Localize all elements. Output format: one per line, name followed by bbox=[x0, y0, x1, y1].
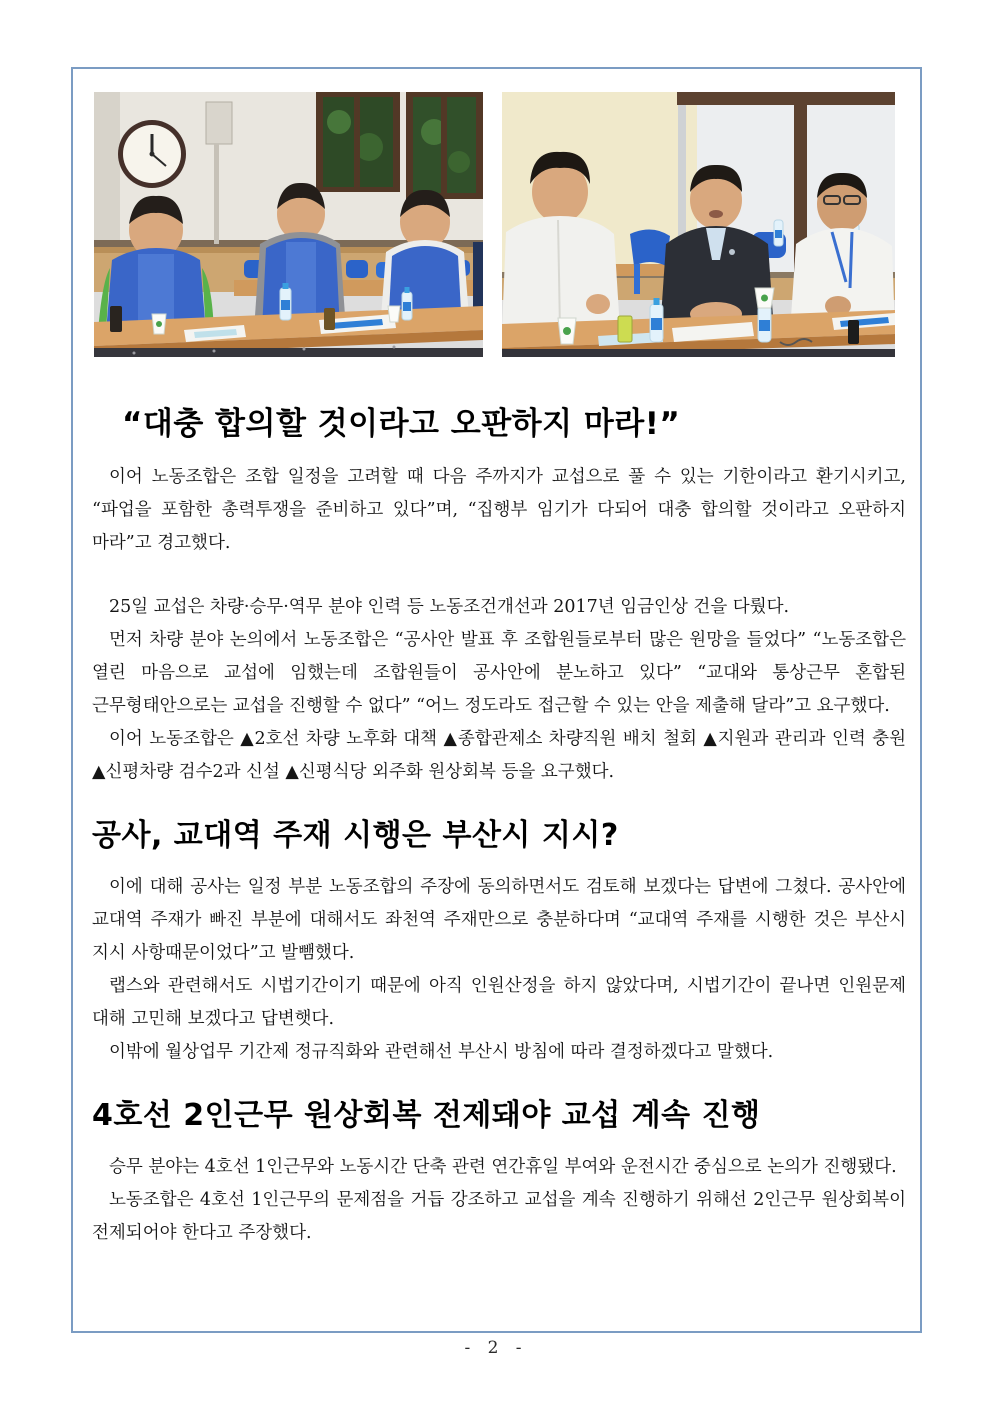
article-heading-3: 4호선 2인근무 원상회복 전제돼야 교섭 계속 진행 bbox=[92, 1098, 761, 1133]
water-bottle-icon bbox=[650, 298, 663, 342]
photo-union-members bbox=[94, 92, 483, 357]
window-icon bbox=[316, 92, 400, 192]
meeting-room-illustration-right bbox=[502, 92, 895, 357]
cup-on-bottle-icon bbox=[755, 288, 774, 342]
page-border-frame bbox=[71, 67, 922, 1333]
clock-icon bbox=[118, 120, 186, 188]
meeting-room-illustration-left bbox=[94, 92, 483, 357]
article-heading-1: “대충 합의할 것이라고 오판하지 마라!” bbox=[122, 406, 681, 442]
article-content bbox=[92, 401, 906, 1250]
paragraph: 이에 대해 공사는 일정 부분 노동조합의 주장에 동의하면서도 검토해 보겠다는 답변에 그쳤다. 공사안에 교대역 주재가 빠진 부분에 대해서도 좌천역 주재만으로 충분하다며 “교대역 주재를 시행한 것은 부산시 지시 사항때문이었다”고 발뺌했다. bbox=[92, 877, 906, 963]
paragraph: 랩스와 관련해서도 시법기간이기 때문에 아직 인원산정을 하지 않았다며, 시법기간이 끝나면 인원문제 대해 고민해 보겠다고 답변햇다. bbox=[92, 976, 906, 1029]
paragraph: 25일 교섭은 차량·승무·역무 분야 인력 등 노동조건개선과 2017년 임금인상 건을 다뤘다. bbox=[109, 597, 790, 617]
paragraph: 승무 분야는 4호선 1인근무와 노동시간 단축 관련 연간휴일 부여와 운전시간 중심으로 논의가 진행됐다. bbox=[109, 1157, 897, 1177]
small-bottle-icon bbox=[848, 320, 859, 344]
paragraph: 이어 노동조합은 ▲2호선 차량 노후화 대책 ▲종합관제소 차량직원 배치 철회 ▲지원과 관리과 인력 충원 ▲신평차량 검수2과 신설 ▲신평식당 외주화 원상회복 등을 요구했다. bbox=[92, 729, 906, 782]
article-heading-2: 공사, 교대역 주재 시행은 부산시 지시? bbox=[92, 818, 619, 853]
photo-management-members bbox=[502, 92, 895, 357]
can-icon bbox=[618, 316, 632, 342]
water-bottle-icon bbox=[402, 287, 412, 320]
paragraph: 이밖에 월상업무 기간제 정규직화와 관련해선 부산시 방침에 따라 결정하겠다고 말했다. bbox=[109, 1042, 774, 1062]
paragraph: 노동조합은 4호선 1인근무의 문제점을 거듭 강조하고 교섭을 계속 진행하기 위해선 2인근무 원상회복이 전제되어야 한다고 주장했다. bbox=[92, 1190, 906, 1243]
photos-row bbox=[94, 92, 895, 357]
water-bottle-icon bbox=[280, 283, 291, 320]
window-icon bbox=[406, 92, 483, 199]
paper-cup-icon bbox=[558, 318, 576, 344]
page-number: - 2 - bbox=[464, 1338, 528, 1358]
paragraph: 이어 노동조합은 조합 일정을 고려할 때 다음 주까지가 교섭으로 풀 수 있는 기한이라고 환기시키고, “파업을 포함한 총력투쟁을 준비하고 있다”며, “집행부 임기가 다되어 대충 합의할 것이라고 오판하지 마라”고 경고했다. bbox=[92, 467, 906, 553]
paragraph: 먼저 차량 분야 논의에서 노동조합은 “공사안 발표 후 조합원들로부터 많은 원망을 들었다” “노동조합은 열린 마음으로 교섭에 임했는데 조합원들이 공사안에 분노하고 있다” “교대와 통상근무 혼합된 근무형태안으로는 교섭을 진행할 수 없다” “어느 정도라도 접근할 수 있는 안을 제출해 달라”고 요구했다. bbox=[92, 630, 906, 716]
